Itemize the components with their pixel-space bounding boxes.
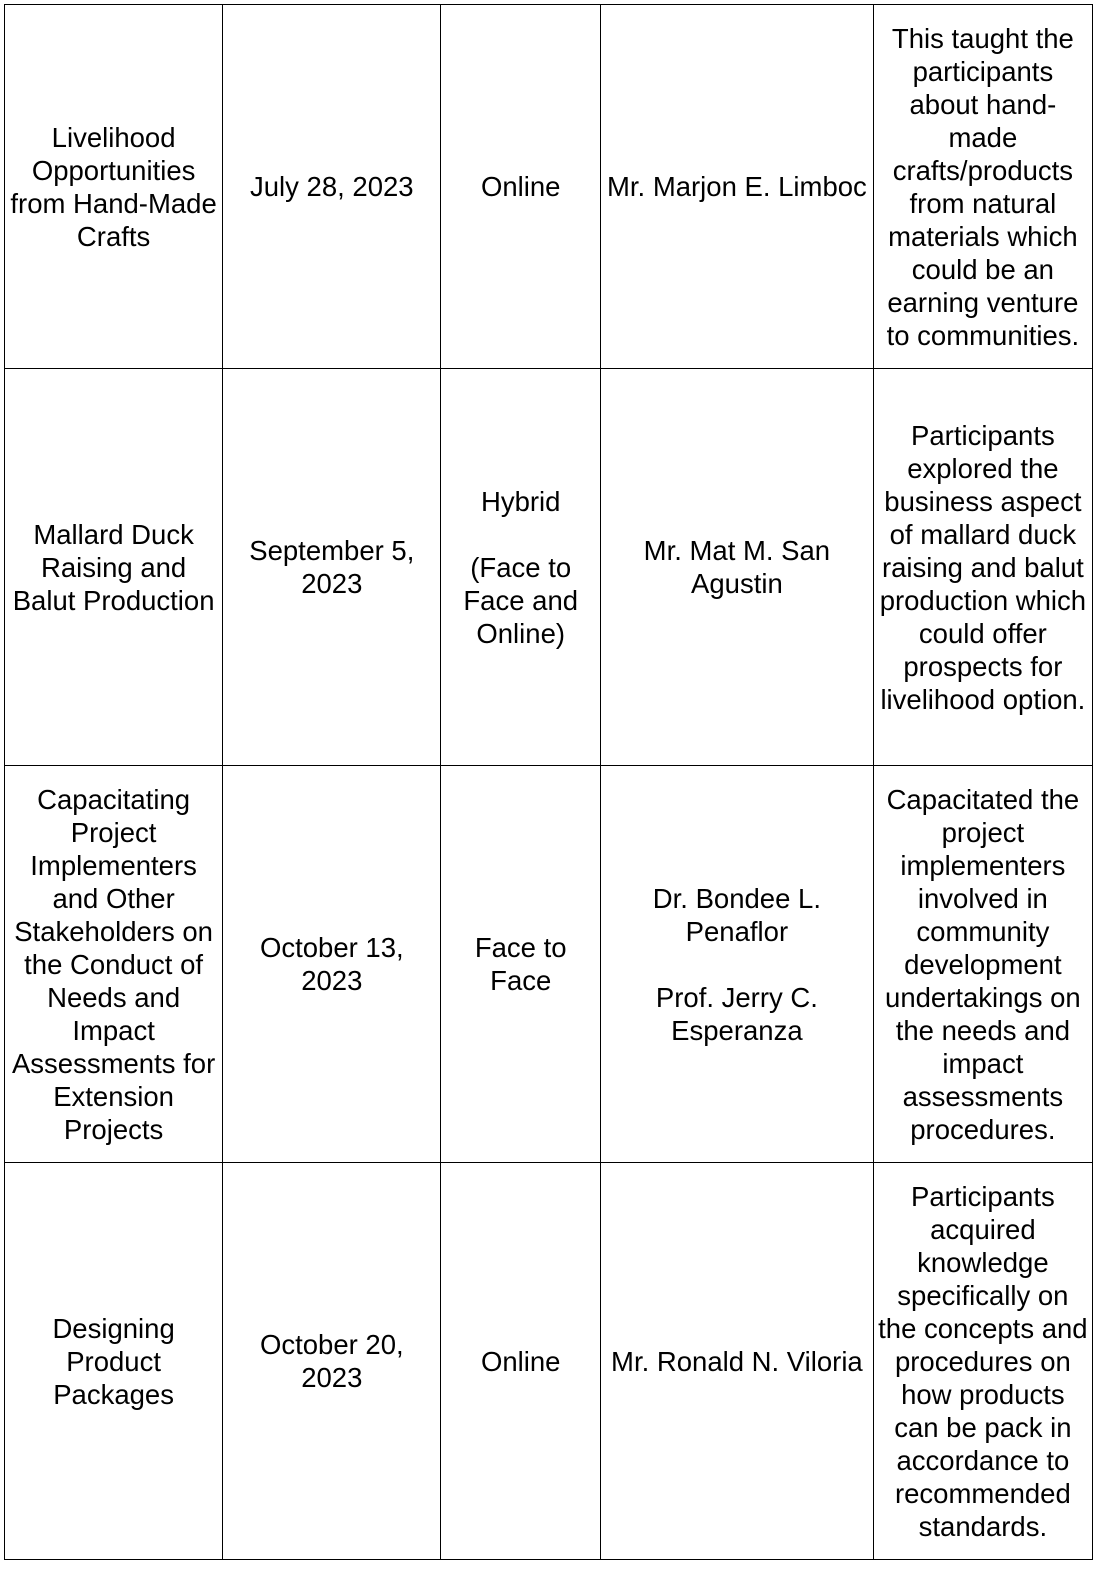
activity-date-cell: October 13, 2023	[223, 766, 441, 1163]
activity-description-cell: Capacitated the project implementers involved in community development undertakings on the needs and impact assessments procedures.	[873, 766, 1092, 1163]
table-row	[5, 5, 1093, 369]
activity-mode-cell: Hybrid (Face to Face and Online)	[441, 369, 601, 766]
activity-mode-cell: Face to Face	[441, 766, 601, 1163]
activities-table	[4, 4, 1093, 1560]
activity-title-cell: Mallard Duck Raising and Balut Production	[5, 369, 223, 766]
activity-mode-cell: Online	[441, 1163, 601, 1560]
activity-title-cell: Designing Product Packages	[5, 1163, 223, 1560]
table-row	[5, 1163, 1093, 1560]
activity-date-cell: July 28, 2023	[223, 5, 441, 369]
activity-title-cell: Capacitating Project Implementers and Other Stakeholders on the Conduct of Needs and Impact Assessments for Extension Projects	[5, 766, 223, 1163]
activity-title-cell: Livelihood Opportunities from Hand-Made Crafts	[5, 5, 223, 369]
table-row	[5, 369, 1093, 766]
resource-person-cell: Mr. Marjon E. Limboc	[601, 5, 874, 369]
activity-date-cell: October 20, 2023	[223, 1163, 441, 1560]
resource-person-cell: Mr. Ronald N. Viloria	[601, 1163, 874, 1560]
activity-description-cell: Participants acquired knowledge specifically on the concepts and procedures on how products can be pack in accordance to recommended standards.	[873, 1163, 1092, 1560]
table-row	[5, 766, 1093, 1163]
resource-person-cell: Mr. Mat M. San Agustin	[601, 369, 874, 766]
activity-mode-cell: Online	[441, 5, 601, 369]
activity-date-cell: September 5, 2023	[223, 369, 441, 766]
activity-description-cell: This taught the participants about hand-made crafts/products from natural materials which could be an earning venture to communities.	[873, 5, 1092, 369]
activity-description-cell: Participants explored the business aspect of mallard duck raising and balut production which could offer prospects for livelihood option.	[873, 369, 1092, 766]
resource-person-cell: Dr. Bondee L. Penaflor Prof. Jerry C. Esperanza	[601, 766, 874, 1163]
